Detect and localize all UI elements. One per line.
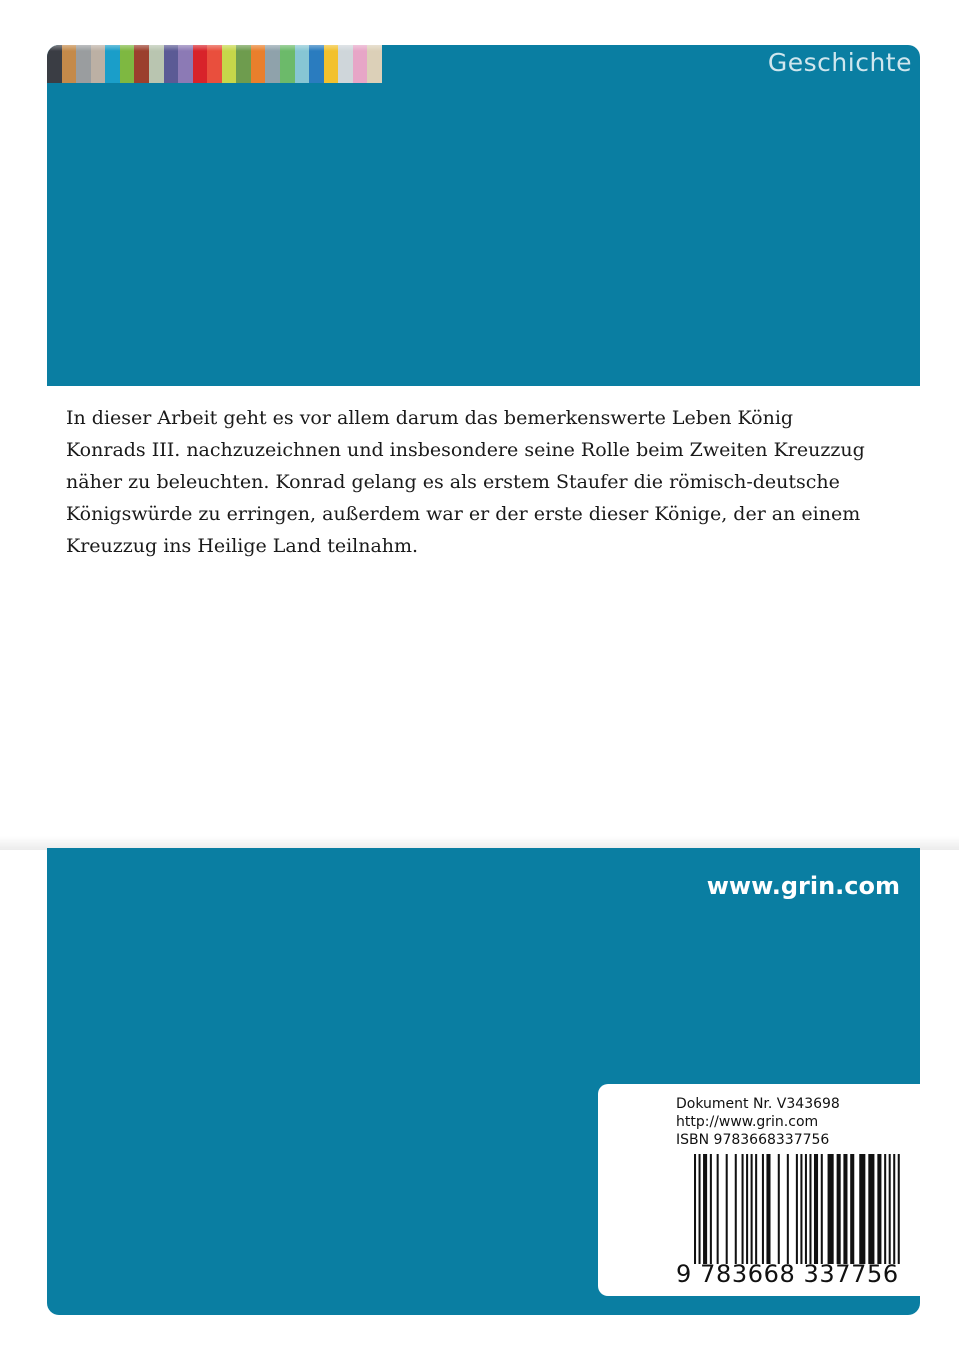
barcode-bar <box>710 1154 712 1264</box>
barcode-bar <box>766 1154 770 1264</box>
barcode-bar <box>735 1154 737 1264</box>
category-label: Geschichte <box>767 48 912 77</box>
barcode-bar <box>837 1154 841 1264</box>
barcode-box <box>598 1084 920 1296</box>
barcode-bar <box>877 1154 881 1264</box>
barcode-bar <box>762 1154 764 1264</box>
abstract-text: In dieser Arbeit geht es vor allem darum das bemerkenswerte Leben König Konrads III. nachzuzeichnen und insbesondere seine Rolle beim Zweiten Kreuzzug näher zu beleuchten. Konrad gelang es als erstem Staufer die römisch-deutsche Königswürde zu erringen, außerdem war er der erste dieser Könige, der an einem Kreuzzug ins Heilige Land teilnahm. <box>66 407 865 557</box>
barcode-bar <box>699 1154 701 1264</box>
barcode-bar <box>787 1154 789 1264</box>
barcode-bar <box>898 1154 900 1264</box>
barcode-bar <box>805 1154 807 1264</box>
barcode-bar <box>850 1154 854 1264</box>
barcode-bar <box>694 1154 696 1264</box>
isbn-digits: 9 783668 337756 <box>676 1260 899 1288</box>
publisher-website[interactable]: www.grin.com <box>706 872 900 900</box>
barcode-bar <box>814 1154 818 1264</box>
barcode-bar <box>755 1154 757 1264</box>
barcode-bar <box>796 1154 798 1264</box>
barcode-bar <box>751 1154 753 1264</box>
barcode-bar <box>726 1154 728 1264</box>
cover-top-panel <box>47 45 920 386</box>
isbn-line: ISBN 9783668337756 <box>676 1132 830 1148</box>
document-meta <box>676 1095 840 1149</box>
barcode-bar <box>828 1154 834 1264</box>
isbn-barcode <box>694 1154 900 1264</box>
barcode-bar <box>703 1154 707 1264</box>
barcode-bar <box>884 1154 886 1264</box>
color-stripes <box>47 45 382 83</box>
barcode-bar <box>778 1154 780 1264</box>
stripes-highlight <box>47 45 382 51</box>
barcode-bar <box>889 1154 891 1264</box>
barcode-bar <box>859 1154 865 1264</box>
barcode-bar <box>893 1154 895 1264</box>
barcode-bar <box>746 1154 748 1264</box>
barcode-bar <box>821 1154 823 1264</box>
barcode-bar <box>809 1154 811 1264</box>
barcode-bar <box>843 1154 847 1264</box>
barcode-bar <box>800 1154 802 1264</box>
barcode-bar <box>742 1154 744 1264</box>
document-number: Dokument Nr. V343698 <box>676 1096 840 1112</box>
barcode-bar <box>717 1154 719 1264</box>
barcode-bar <box>868 1154 874 1264</box>
document-url[interactable]: http://www.grin.com <box>676 1114 819 1130</box>
